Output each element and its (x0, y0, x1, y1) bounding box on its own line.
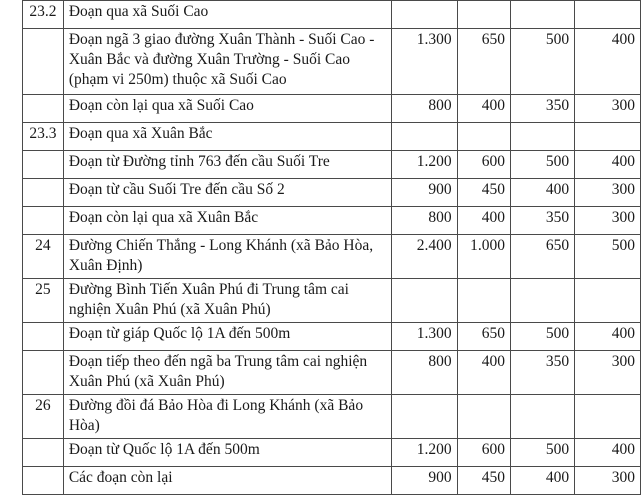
price-position-2-cell: 450 (457, 467, 510, 495)
price-position-2-cell: 1.000 (457, 235, 510, 279)
price-position-4-cell (575, 395, 641, 439)
row-number-cell (23, 323, 64, 351)
row-number-cell (23, 151, 64, 179)
table-row (23, 235, 641, 279)
road-section-cell: Đoạn từ Quốc lộ 1A đến 500m (63, 439, 391, 467)
price-position-3-cell: 500 (511, 323, 575, 351)
price-position-4-cell (575, 1, 641, 29)
table-row (23, 279, 641, 323)
table-row (23, 151, 641, 179)
road-section-cell: Đường Bình Tiến Xuân Phú đi Trung tâm cai nghiện Xuân Phú (xã Xuân Phú) (63, 279, 391, 323)
price-position-1-cell: 800 (391, 207, 457, 235)
price-position-3-cell: 650 (511, 235, 575, 279)
price-position-2-cell: 400 (457, 207, 510, 235)
price-position-1-cell: 900 (391, 179, 457, 207)
table-row (23, 467, 641, 495)
table-row (23, 95, 641, 123)
row-number-cell: 23.3 (23, 123, 64, 151)
road-section-cell: Đoạn qua xã Suối Cao (63, 1, 391, 29)
land-price-table (22, 0, 641, 495)
road-section-cell: Đoạn từ Đường tỉnh 763 đến cầu Suối Tre (63, 151, 391, 179)
table-row (23, 395, 641, 439)
price-position-3-cell: 350 (511, 95, 575, 123)
table-row (23, 323, 641, 351)
row-number-cell (23, 29, 64, 95)
price-position-4-cell: 400 (575, 439, 641, 467)
price-position-1-cell: 1.200 (391, 151, 457, 179)
price-position-3-cell (511, 395, 575, 439)
price-position-2-cell: 650 (457, 29, 510, 95)
road-section-cell: Đoạn qua xã Xuân Bắc (63, 123, 391, 151)
price-position-2-cell: 600 (457, 439, 510, 467)
price-position-1-cell (391, 279, 457, 323)
price-position-2-cell (457, 123, 510, 151)
price-position-3-cell: 500 (511, 439, 575, 467)
road-section-cell: Các đoạn còn lại (63, 467, 391, 495)
road-section-cell: Đoạn từ cầu Suối Tre đến cầu Số 2 (63, 179, 391, 207)
price-position-4-cell: 400 (575, 323, 641, 351)
row-number-cell (23, 439, 64, 467)
price-position-4-cell: 300 (575, 95, 641, 123)
table-row (23, 207, 641, 235)
price-position-1-cell: 1.300 (391, 29, 457, 95)
price-position-1-cell: 800 (391, 351, 457, 395)
price-position-2-cell: 400 (457, 95, 510, 123)
road-section-cell: Đường Chiến Thắng - Long Khánh (xã Bảo Hòa, Xuân Định) (63, 235, 391, 279)
price-position-3-cell: 400 (511, 467, 575, 495)
price-position-3-cell: 500 (511, 29, 575, 95)
row-number-cell (23, 467, 64, 495)
price-position-3-cell: 500 (511, 151, 575, 179)
table-row (23, 1, 641, 29)
row-number-cell: 25 (23, 279, 64, 323)
price-position-4-cell: 400 (575, 29, 641, 95)
price-position-4-cell: 400 (575, 151, 641, 179)
road-section-cell: Đoạn còn lại qua xã Xuân Bắc (63, 207, 391, 235)
row-number-cell (23, 179, 64, 207)
road-section-cell: Đoạn ngã 3 giao đường Xuân Thành - Suối Cao - Xuân Bắc và đường Xuân Trường - Suối Cao (phạm vi 250m) thuộc xã Suối Cao (63, 29, 391, 95)
price-position-2-cell (457, 1, 510, 29)
road-section-cell: Đoạn tiếp theo đến ngã ba Trung tâm cai nghiện Xuân Phú (xã Xuân Phú) (63, 351, 391, 395)
price-position-4-cell: 300 (575, 179, 641, 207)
table-row (23, 439, 641, 467)
price-position-4-cell: 300 (575, 207, 641, 235)
table-row (23, 123, 641, 151)
road-section-cell: Đoạn còn lại qua xã Suối Cao (63, 95, 391, 123)
row-number-cell: 23.2 (23, 1, 64, 29)
price-position-3-cell: 350 (511, 351, 575, 395)
table-row (23, 29, 641, 95)
row-number-cell: 26 (23, 395, 64, 439)
road-section-cell: Đường đồi đá Bảo Hòa đi Long Khánh (xã Bảo Hòa) (63, 395, 391, 439)
price-position-2-cell: 400 (457, 351, 510, 395)
price-position-2-cell: 650 (457, 323, 510, 351)
price-position-1-cell: 2.400 (391, 235, 457, 279)
price-position-1-cell: 800 (391, 95, 457, 123)
price-position-1-cell (391, 1, 457, 29)
price-position-1-cell (391, 123, 457, 151)
price-position-4-cell: 300 (575, 467, 641, 495)
row-number-cell (23, 351, 64, 395)
price-position-3-cell (511, 279, 575, 323)
price-position-2-cell (457, 395, 510, 439)
price-position-2-cell (457, 279, 510, 323)
table-body (23, 1, 641, 495)
price-position-1-cell (391, 395, 457, 439)
price-position-2-cell: 600 (457, 151, 510, 179)
row-number-cell: 24 (23, 235, 64, 279)
price-position-3-cell: 350 (511, 207, 575, 235)
price-position-1-cell: 900 (391, 467, 457, 495)
price-position-3-cell (511, 1, 575, 29)
price-position-3-cell (511, 123, 575, 151)
price-position-4-cell: 500 (575, 235, 641, 279)
price-position-4-cell (575, 123, 641, 151)
price-position-2-cell: 450 (457, 179, 510, 207)
price-position-1-cell: 1.200 (391, 439, 457, 467)
row-number-cell (23, 207, 64, 235)
price-position-3-cell: 400 (511, 179, 575, 207)
price-position-1-cell: 1.300 (391, 323, 457, 351)
row-number-cell (23, 95, 64, 123)
price-position-4-cell: 300 (575, 351, 641, 395)
price-position-4-cell (575, 279, 641, 323)
table-row (23, 351, 641, 395)
road-section-cell: Đoạn từ giáp Quốc lộ 1A đến 500m (63, 323, 391, 351)
table-row (23, 179, 641, 207)
